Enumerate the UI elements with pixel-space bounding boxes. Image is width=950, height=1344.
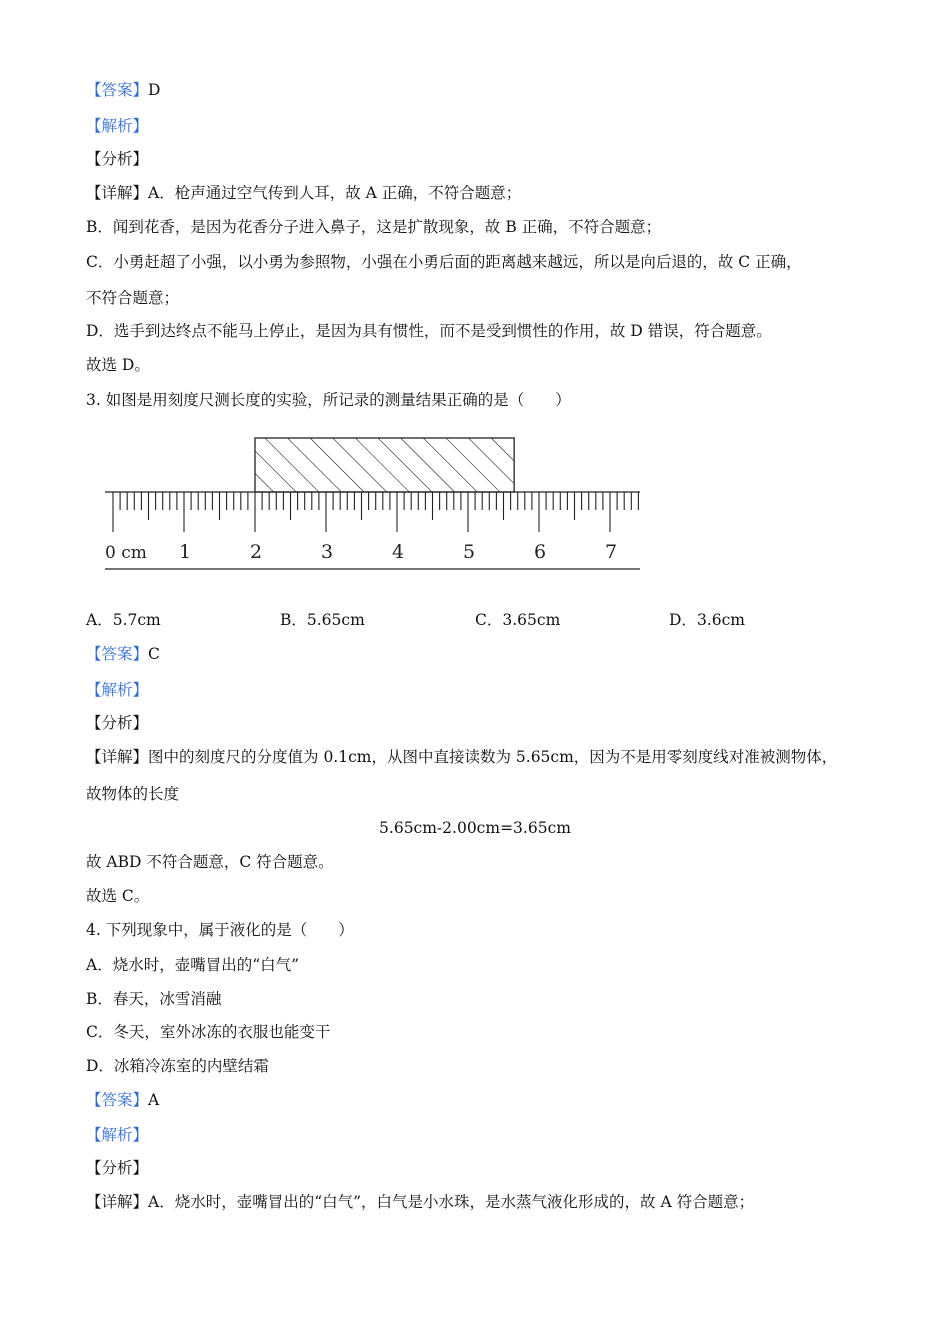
q2-line-c2: 不符合题意； bbox=[86, 289, 180, 307]
answer-value: C bbox=[148, 645, 160, 663]
q2-detail-a bbox=[86, 183, 521, 203]
q2-fenxi: 【分析】 bbox=[86, 150, 149, 168]
q3-option-d[interactable] bbox=[669, 610, 745, 630]
q3-detail-1 bbox=[86, 747, 837, 767]
q4-option-d[interactable]: D．冰箱冷冻室的内壁结霜 bbox=[86, 1057, 269, 1075]
ruler-tick-label: 3 bbox=[321, 541, 334, 563]
ruler-tick-label: 6 bbox=[534, 541, 547, 563]
q2-conclusion: 故选 D。 bbox=[86, 356, 150, 374]
q4-answer bbox=[86, 1090, 159, 1110]
option-letter: A． bbox=[86, 611, 113, 629]
ruler-tick-label: 4 bbox=[392, 541, 405, 563]
detail-text: A．烧水时，壶嘴冒出的“白气”，白气是小水珠，是水蒸气液化形成的，故 A 符合题意； bbox=[148, 1193, 755, 1211]
ruler-tick-label: 1 bbox=[179, 541, 192, 563]
ruler-tick-label: 5 bbox=[463, 541, 476, 563]
option-letter: B． bbox=[280, 611, 307, 629]
q4-detail-a bbox=[86, 1192, 754, 1212]
detail-tag: 【详解】 bbox=[86, 748, 149, 766]
ruler-tick-label: 7 bbox=[605, 541, 618, 563]
q4-option-c[interactable]: C．冬天，室外冰冻的衣服也能变干 bbox=[86, 1023, 331, 1041]
q3-question: 3. 如图是用刻度尺测长度的实验，所记录的测量结果正确的是（ ） bbox=[86, 391, 571, 409]
q3-detail-2: 故物体的长度 bbox=[86, 785, 180, 803]
q3-fenxi: 【分析】 bbox=[86, 714, 149, 732]
q4-analysis-tag: 【解析】 bbox=[86, 1126, 149, 1144]
answer-value: A bbox=[148, 1091, 160, 1109]
answer-tag: 【答案】 bbox=[86, 1091, 149, 1109]
detail-tag: 【详解】 bbox=[86, 1193, 149, 1211]
option-letter: D． bbox=[669, 611, 697, 629]
answer-tag: 【答案】 bbox=[86, 81, 149, 99]
q2-line-c1: C．小勇赶超了小强，以小勇为参照物，小强在小勇后面的距离越来越远，所以是向后退的，故 C 正确， bbox=[86, 253, 802, 271]
answer-tag: 【答案】 bbox=[86, 645, 149, 663]
measured-object bbox=[255, 438, 514, 492]
option-text: 3.65cm bbox=[502, 611, 561, 629]
q3-option-c[interactable] bbox=[475, 610, 560, 630]
q2-line-b: B．闻到花香，是因为花香分子进入鼻子，这是扩散现象，故 B 正确，不符合题意； bbox=[86, 218, 662, 236]
q3-answer bbox=[86, 644, 160, 664]
answer-value: D bbox=[148, 81, 161, 99]
q3-option-a[interactable] bbox=[86, 610, 161, 630]
ruler-unit-label: 0 cm bbox=[105, 543, 147, 563]
q2-answer bbox=[86, 80, 160, 100]
q3-detail-3: 故 ABD 不符合题意，C 符合题意。 bbox=[86, 853, 334, 871]
option-text: 5.7cm bbox=[112, 611, 161, 629]
option-text: 5.65cm bbox=[306, 611, 365, 629]
q4-option-b[interactable]: B．春天，冰雪消融 bbox=[86, 990, 222, 1008]
q2-line-d: D．选手到达终点不能马上停止，是因为具有惯性，而不是受到惯性的作用，故 D 错误，符合题意。 bbox=[86, 322, 772, 340]
ruler-labels bbox=[179, 541, 617, 563]
q3-conclusion: 故选 C。 bbox=[86, 887, 150, 905]
q4-fenxi: 【分析】 bbox=[86, 1159, 149, 1177]
q2-analysis-tag: 【解析】 bbox=[86, 117, 149, 135]
q3-equation: 5.65cm-2.00cm=3.65cm bbox=[379, 819, 571, 837]
ruler-figure bbox=[100, 432, 645, 577]
ruler-tick-label: 2 bbox=[250, 541, 263, 563]
option-letter: C． bbox=[475, 611, 503, 629]
detail-text: 图中的刻度尺的分度值为 0.1cm，从图中直接读数为 5.65cm，因为不是用零刻度线对准被测物体， bbox=[148, 748, 838, 766]
detail-tag: 【详解】 bbox=[86, 184, 149, 202]
q4-question: 4. 下列现象中，属于液化的是（ ） bbox=[86, 921, 354, 939]
q3-option-b[interactable] bbox=[280, 610, 365, 630]
detail-text: A．枪声通过空气传到人耳，故 A 正确，不符合题意； bbox=[148, 184, 522, 202]
q3-analysis-tag: 【解析】 bbox=[86, 681, 149, 699]
q4-option-a[interactable]: A．烧水时，壶嘴冒出的“白气” bbox=[86, 956, 300, 974]
option-text: 3.6cm bbox=[696, 611, 745, 629]
ruler-ticks bbox=[113, 492, 638, 532]
